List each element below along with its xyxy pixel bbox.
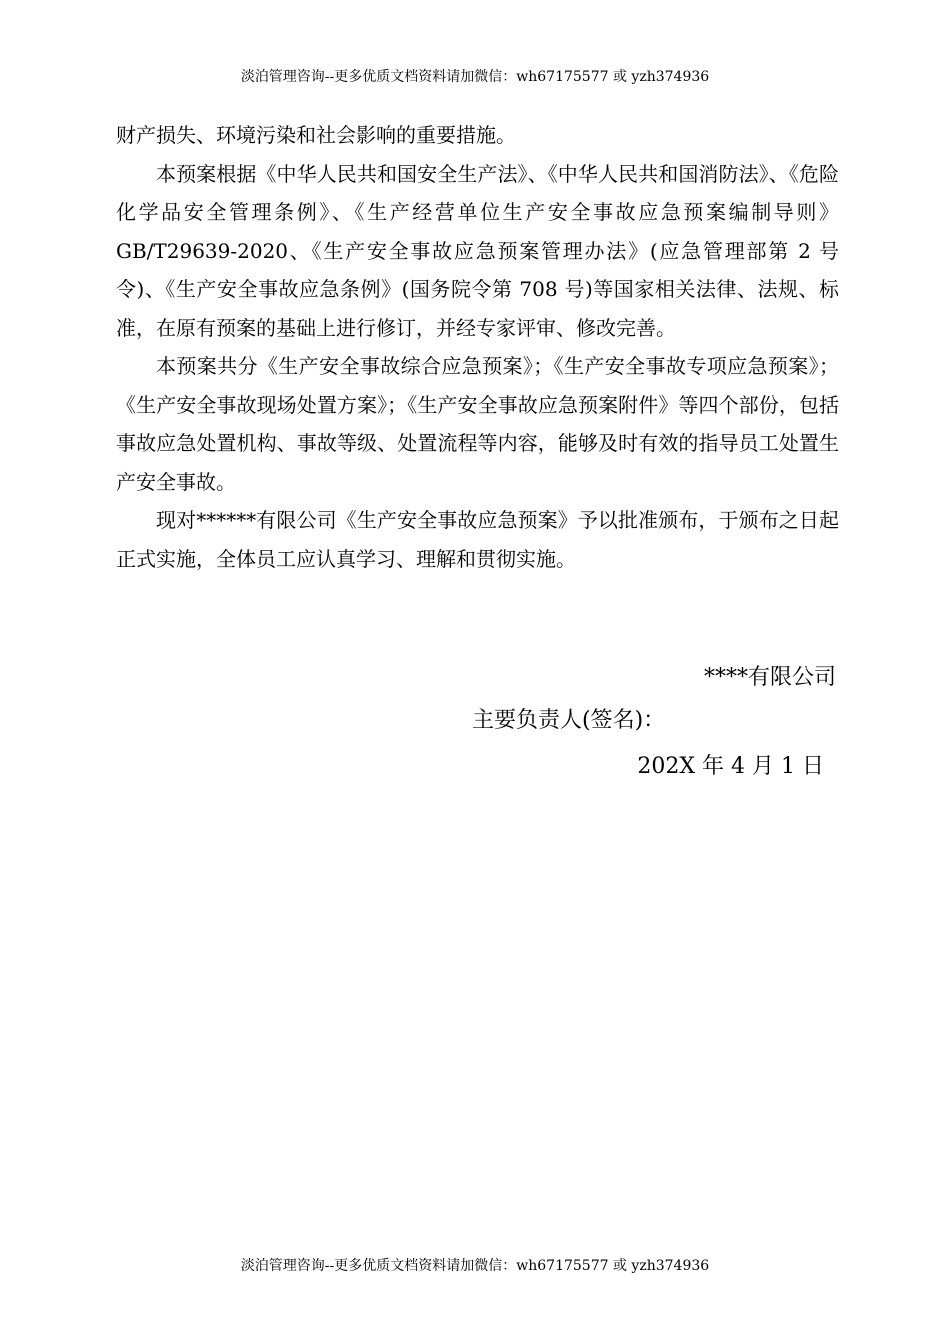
page-header: 淡泊管理咨询--更多优质文档资料请加微信：wh67175577 或 yzh374936 xyxy=(240,69,710,85)
paragraph-basis: 本预案根据《中华人民共和国安全生产法》、《中华人民共和国消防法》、《危险化学品安全管理条例》、《生产经营单位生产安全事故应急预案编制导则》GB/T29639-2020、《生产安全事故应急预案管理办法》(应急管理部第 2 号令)、《生产安全事故应急条例》(国务院令第 708 号)等国家相关法律、法规、标准，在原有预案的基础上进行修订，并经专家评审、修改完善。 xyxy=(116,161,839,340)
signature-person-label: 主要负责人(签名)： xyxy=(472,708,666,733)
paragraph-approval: 现对******有限公司《生产安全事故应急预案》予以批准颁布，于颁布之日起正式实施，全体员工应认真学习、理解和贯彻实施。 xyxy=(116,508,839,571)
paragraph-structure: 本预案共分《生产安全事故综合应急预案》；《生产安全事故专项应急预案》；《生产安全事故现场处置方案》；《生产安全事故应急预案附件》等四个部份，包括事故应急处置机构、事故等级、处置流程等内容，能够及时有效的指导员工处置生产安全事故。 xyxy=(116,354,839,494)
paragraph-continuation: 财产损失、环境污染和社会影响的重要措施。 xyxy=(116,123,516,147)
signature-company: ****有限公司 xyxy=(703,665,836,690)
document-body xyxy=(116,116,839,578)
signature-date: 202X 年 4 月 1 日 xyxy=(637,754,824,779)
page-footer: 淡泊管理咨询--更多优质文档资料请加微信：wh67175577 或 yzh374936 xyxy=(240,1258,710,1274)
